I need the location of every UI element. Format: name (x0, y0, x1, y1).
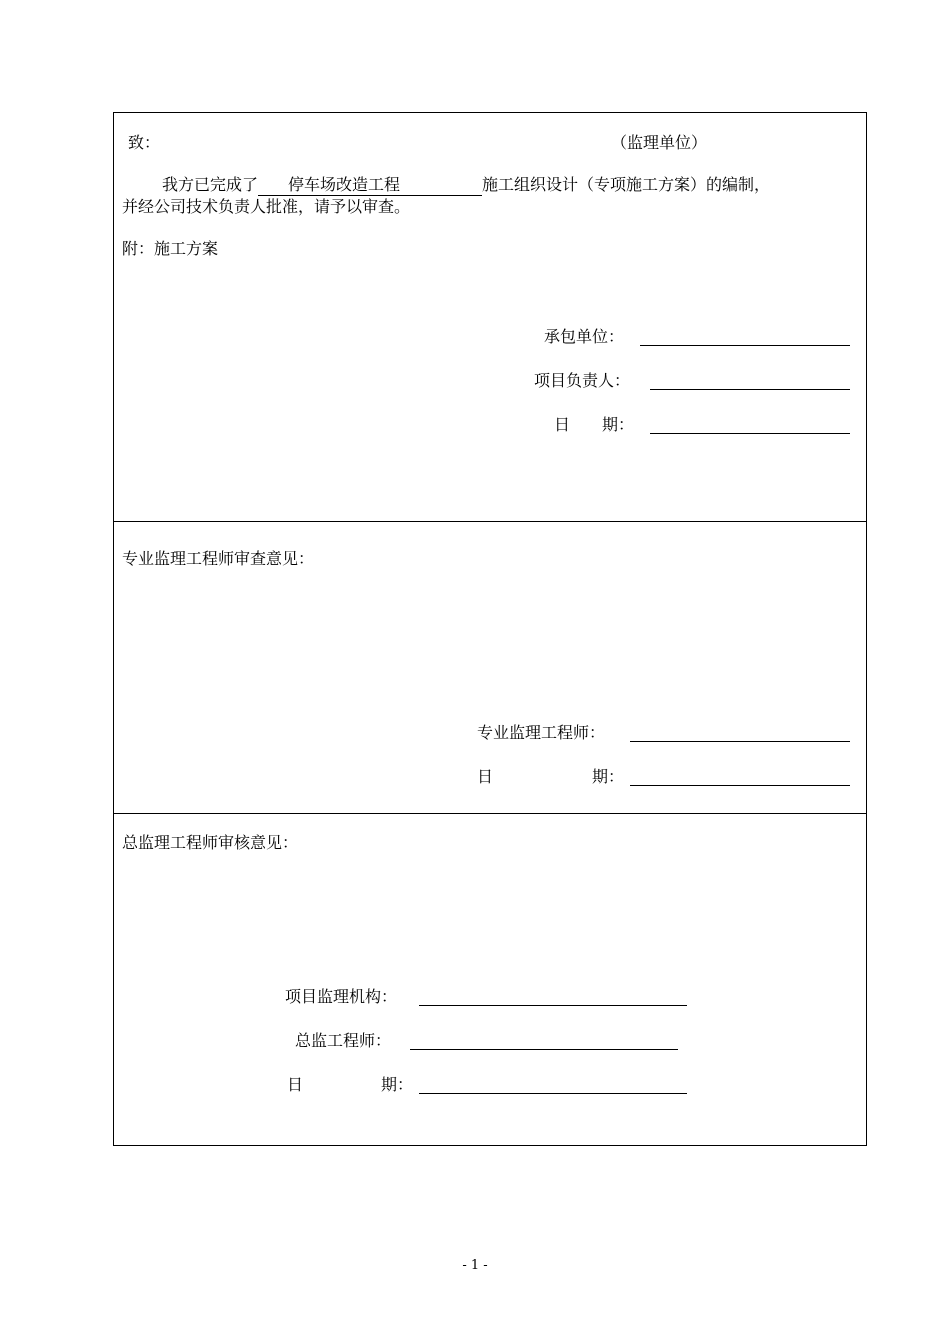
to-label: 致： (128, 133, 161, 152)
chief-review-title: 总监理工程师审核意见： (122, 833, 299, 852)
chief-engineer-field[interactable] (410, 1031, 678, 1050)
approval-form (113, 112, 867, 1146)
supervision-org-field[interactable] (419, 987, 687, 1006)
engineer-date-field[interactable] (630, 767, 850, 786)
submit-date-label: 日 期： (554, 415, 635, 434)
body-prefix: 我方已完成了 (162, 175, 259, 194)
page-number: - 1 - (462, 1258, 488, 1273)
engineer-label: 专业监理工程师： (477, 723, 606, 742)
engineer-review-section (114, 521, 866, 814)
engineer-date-label-left: 日 (477, 767, 494, 786)
supervisor-unit-label: （监理单位） (611, 133, 708, 152)
engineer-date-label-right: 期： (592, 767, 625, 786)
chief-date-field[interactable] (419, 1075, 687, 1094)
supervision-org-label: 项目监理机构： (285, 987, 398, 1006)
project-manager-label: 项目负责人： (534, 371, 631, 390)
contractor-label: 承包单位： (544, 327, 625, 346)
project-name-field[interactable] (258, 175, 482, 196)
contractor-field[interactable] (640, 327, 850, 346)
engineer-field[interactable] (630, 723, 850, 742)
project-name: 停车场改造工程 (288, 175, 401, 194)
chief-engineer-label: 总监工程师： (295, 1031, 392, 1050)
engineer-review-title: 专业监理工程师审查意见： (122, 549, 315, 568)
chief-date-label-right: 期： (381, 1075, 414, 1094)
project-manager-field[interactable] (650, 371, 850, 390)
submit-date-field[interactable] (650, 415, 850, 434)
body-suffix: 施工组织设计（专项施工方案）的编制， (482, 175, 771, 194)
body-line-1 (162, 175, 770, 196)
attachment-label: 附：施工方案 (122, 239, 219, 258)
chief-review-section (114, 813, 866, 1145)
chief-date-label-left: 日 (287, 1075, 304, 1094)
body-line-2: 并经公司技术负责人批准，请予以审查。 (122, 197, 411, 216)
submission-section (114, 113, 866, 522)
